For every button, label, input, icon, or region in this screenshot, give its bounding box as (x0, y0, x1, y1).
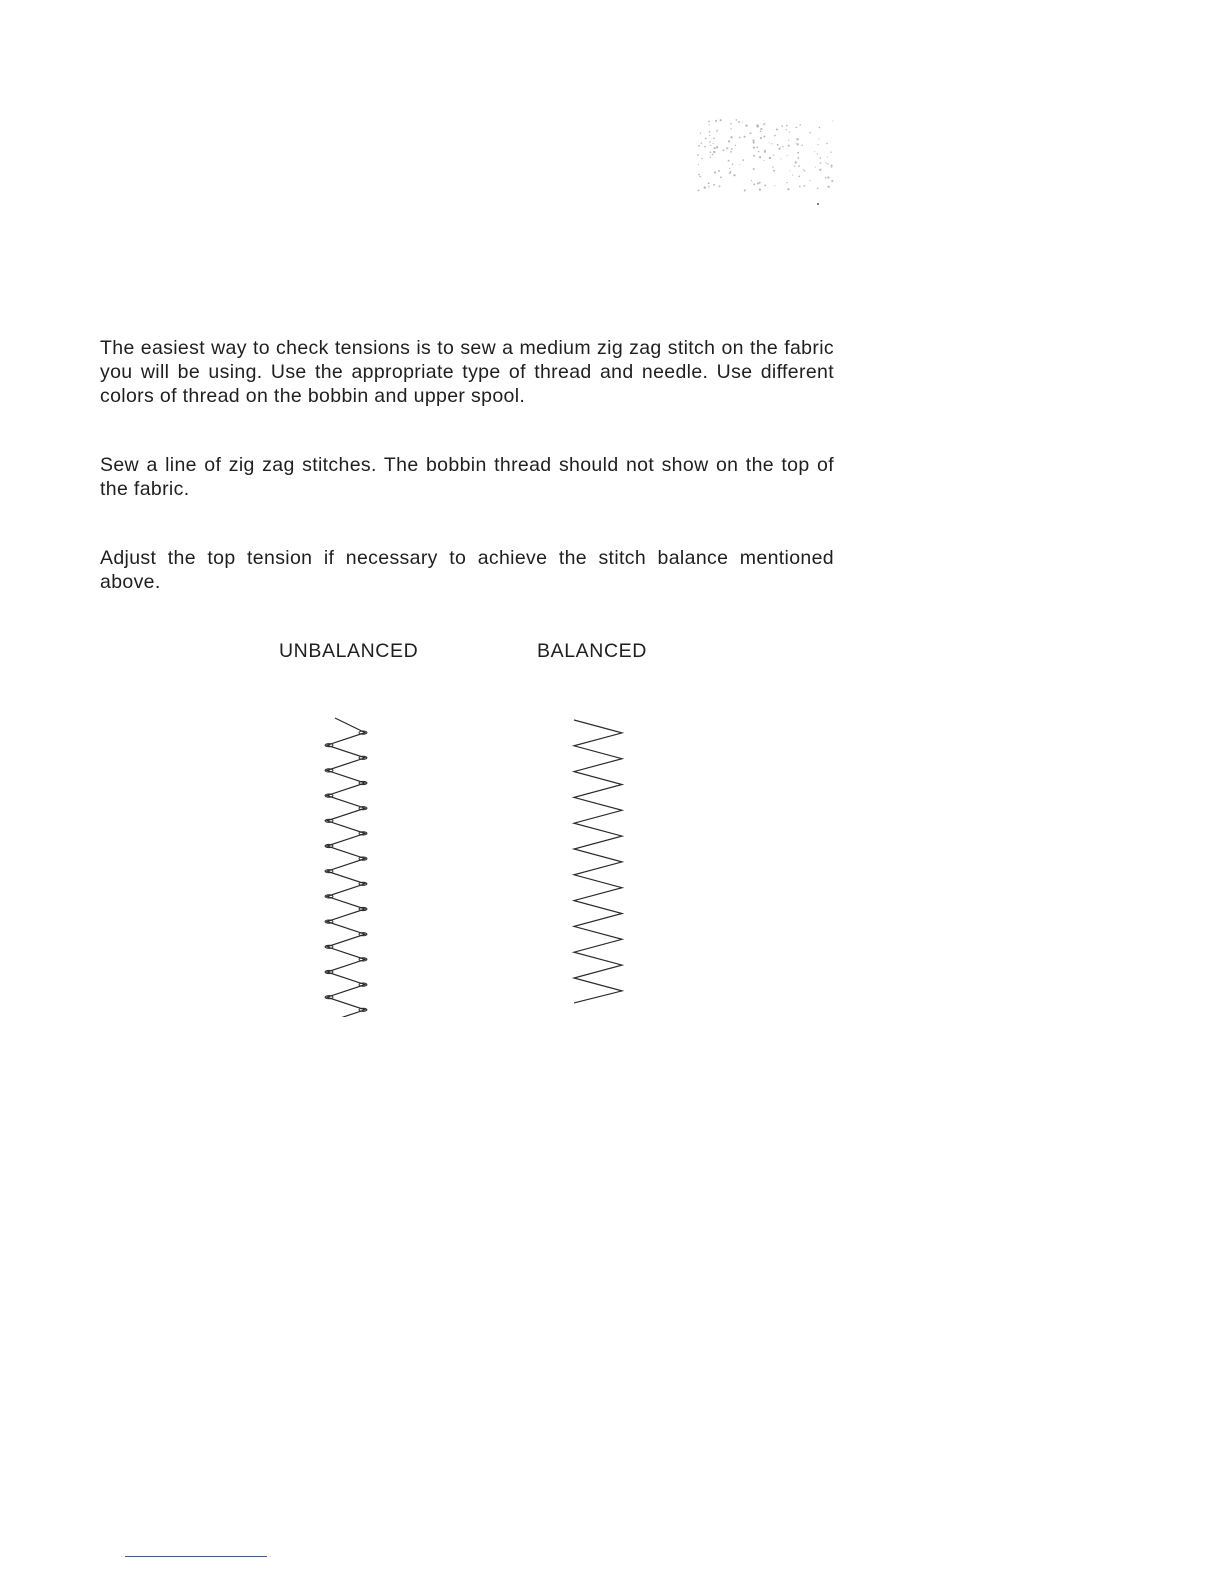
balanced-stitch-line (574, 720, 622, 1003)
balanced-label: BALANCED (537, 640, 647, 662)
unbalanced-label: UNBALANCED (279, 640, 419, 662)
balanced-stitch-diagram (565, 712, 635, 1007)
adjust-paragraph: Adjust the top tension if necessary to achieve the stitch balance mentioned above. (100, 547, 834, 593)
scan-noise-mark (688, 118, 840, 210)
unbalanced-stitch-diagram (315, 712, 385, 1017)
intro-paragraph: The easiest way to check tensions is to sew a medium zig zag stitch on the fabric you will be using. Use the appropriate type of thread and needle. Use different colors of thread on the bobbin and upper spool. (100, 337, 834, 407)
instruction-paragraph: Sew a line of zig zag stitches. The bobbin thread should not show on the top of the fabric. (100, 454, 834, 500)
footer-rule (125, 1556, 267, 1557)
